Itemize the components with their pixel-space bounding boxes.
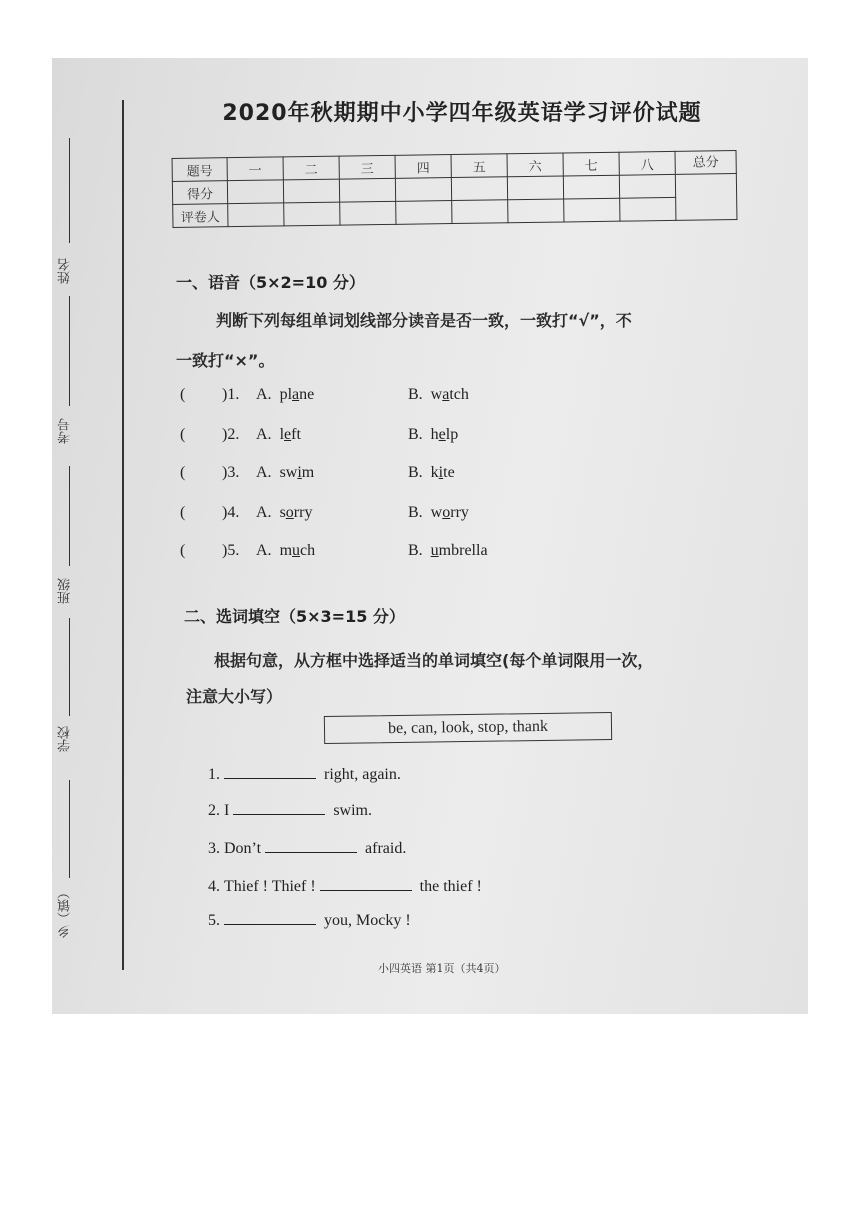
side-school-blank	[69, 618, 70, 716]
underlined-letters: a	[292, 386, 300, 403]
word-part: w	[430, 386, 443, 403]
answer-parenthesis[interactable]: (	[180, 542, 186, 559]
text-after-blank: right, again.	[324, 766, 401, 783]
word-part: h	[430, 426, 439, 443]
answer-blank[interactable]	[224, 910, 316, 925]
grader-cell	[340, 201, 396, 225]
answer-blank[interactable]	[265, 838, 357, 853]
phonics-question	[180, 504, 548, 522]
answer-blank[interactable]	[233, 800, 325, 815]
fill-blank-item	[208, 876, 482, 896]
option-letter: A.	[256, 386, 272, 403]
underlined-letters: e	[284, 426, 292, 443]
grader-cell	[228, 203, 284, 227]
side-class	[54, 466, 73, 616]
answer-parenthesis[interactable]: (	[180, 426, 186, 443]
underlined-letters: i	[438, 464, 444, 481]
section1-heading: 一、语音（5×2=10 分）	[176, 273, 365, 292]
text-after-blank: the thief !	[419, 878, 482, 895]
option-letter: A.	[256, 504, 272, 521]
section2-instruction-line2: 注意大小写）	[186, 687, 283, 706]
score-cell	[283, 179, 339, 203]
underlined-letters: e	[438, 426, 446, 443]
answer-parenthesis[interactable]: (	[180, 386, 186, 403]
word-part: w	[430, 504, 443, 521]
option-letter: B.	[408, 426, 423, 443]
side-town-label: 乡（镇）	[58, 886, 73, 938]
word-part: l	[279, 426, 285, 443]
text-after-blank: swim.	[333, 802, 372, 819]
score-cell	[563, 175, 619, 199]
text-before-blank: Thief ! Thief !	[224, 878, 316, 895]
word-part: tch	[449, 386, 469, 403]
option-letter: B.	[408, 386, 423, 403]
option-word	[280, 504, 313, 521]
side-name-label: 姓名	[58, 258, 73, 284]
side-exam-no-blank	[69, 296, 70, 406]
fill-blank-item	[208, 910, 411, 930]
score-cell	[451, 177, 507, 201]
word-part: lp	[445, 426, 459, 443]
text-before-blank: I	[224, 802, 230, 819]
option-word	[431, 464, 455, 481]
side-school	[54, 618, 73, 768]
text-after-blank: afraid.	[365, 840, 407, 857]
word-part: mbrella	[438, 542, 488, 559]
section2-heading: 二、选词填空（5×3=15 分）	[184, 607, 405, 626]
score-cell	[227, 180, 283, 204]
score-row-label: 题号	[172, 158, 227, 182]
underlined-letters: u	[430, 542, 439, 559]
grader-cell	[620, 197, 676, 221]
option-word	[280, 386, 315, 403]
item-number: 5.	[208, 912, 220, 929]
score-cell	[395, 178, 451, 202]
item-number: 2.	[208, 802, 220, 819]
text-before-blank: Don’t	[224, 840, 262, 857]
question-number: )3.	[222, 464, 240, 481]
option-word	[431, 504, 469, 521]
grader-cell	[284, 202, 340, 226]
option-letter: B.	[408, 464, 423, 481]
binding-margin-line	[122, 100, 124, 970]
score-col-1: 一	[227, 157, 283, 181]
underlined-letters: o	[442, 504, 451, 521]
question-number: )4.	[222, 504, 240, 521]
phonics-question	[180, 426, 548, 444]
question-number: )2.	[222, 426, 240, 443]
score-row-label: 评卷人	[173, 204, 228, 228]
score-cell	[507, 176, 563, 200]
answer-blank[interactable]	[320, 876, 412, 891]
score-col-8: 八	[619, 151, 675, 175]
side-town	[54, 780, 73, 950]
word-part: ft	[291, 426, 301, 443]
item-number: 1.	[208, 766, 220, 783]
side-exam-no-label: 考号	[58, 418, 73, 444]
word-part: m	[301, 464, 315, 481]
side-exam-no	[54, 296, 73, 456]
text-after-blank: you, Mocky !	[324, 912, 411, 929]
option-letter: A.	[256, 542, 272, 559]
option-word	[280, 464, 315, 481]
underlined-letters: u	[292, 542, 301, 559]
fill-blank-item	[208, 838, 406, 858]
item-number: 4.	[208, 878, 220, 895]
answer-parenthesis[interactable]: (	[180, 464, 186, 481]
option-word	[280, 426, 301, 443]
fill-blank-item	[208, 764, 401, 784]
score-col-4: 四	[395, 155, 451, 179]
score-col-2: 二	[283, 156, 339, 180]
word-part: ch	[300, 542, 316, 559]
phonics-question	[180, 464, 548, 482]
word-part: rry	[450, 504, 469, 521]
score-col-7: 七	[563, 152, 619, 176]
option-letter: A.	[256, 464, 272, 481]
score-row-label: 得分	[172, 181, 227, 205]
side-class-blank	[69, 466, 70, 566]
question-number: )1.	[222, 386, 240, 403]
word-bank-box: be, can, look, stop, thank	[324, 712, 612, 744]
score-table	[172, 150, 738, 228]
section1-instruction-line2: 一致打“×”。	[176, 351, 275, 370]
side-school-label: 学校	[58, 726, 73, 752]
grader-cell	[452, 200, 508, 224]
exam-page	[52, 58, 808, 1014]
section1-instruction-line1: 判断下列每组单词划线部分读音是否一致，一致打“√”，不	[216, 311, 632, 330]
phonics-question	[180, 386, 548, 404]
underlined-letters: i	[297, 464, 302, 481]
grader-cell	[396, 201, 452, 225]
score-col-6: 六	[507, 153, 563, 177]
word-part: ne	[299, 386, 315, 403]
phonics-question	[180, 542, 548, 560]
word-part: rry	[293, 504, 313, 521]
word-part: sw	[279, 464, 298, 481]
word-part: k	[430, 464, 439, 481]
page-footer: 小四英语 第1页（共4页）	[378, 962, 506, 975]
side-name-blank	[69, 138, 70, 243]
word-part: pl	[279, 386, 293, 403]
option-letter: B.	[408, 542, 423, 559]
score-col-3: 三	[339, 155, 395, 179]
item-number: 3.	[208, 840, 220, 857]
option-word	[280, 542, 316, 559]
option-word	[431, 542, 488, 559]
exam-title: 2020年秋期期中小学四年级英语学习评价试题	[222, 101, 702, 126]
score-cell	[619, 174, 675, 198]
option-letter: A.	[256, 426, 272, 443]
section2-instruction-line1: 根据句意，从方框中选择适当的单词填空(每个单词限用一次，	[214, 651, 654, 670]
side-town-blank	[69, 780, 70, 878]
grader-cell	[564, 198, 620, 222]
underlined-letters: o	[285, 504, 294, 521]
score-cell	[339, 178, 395, 202]
answer-blank[interactable]	[224, 764, 316, 779]
side-class-label: 班级	[58, 578, 73, 604]
option-letter: B.	[408, 504, 423, 521]
score-total-cell	[675, 174, 737, 221]
answer-parenthesis[interactable]: (	[180, 504, 186, 521]
word-part: s	[279, 504, 286, 521]
question-number: )5.	[222, 542, 240, 559]
grader-cell	[508, 199, 564, 223]
score-total-header: 总分	[675, 151, 736, 175]
underlined-letters: a	[442, 386, 450, 403]
fill-blank-item	[208, 800, 372, 820]
word-part: m	[279, 542, 293, 559]
option-word	[431, 426, 459, 443]
option-word	[431, 386, 469, 403]
score-col-5: 五	[451, 154, 507, 178]
word-part: te	[443, 464, 455, 481]
